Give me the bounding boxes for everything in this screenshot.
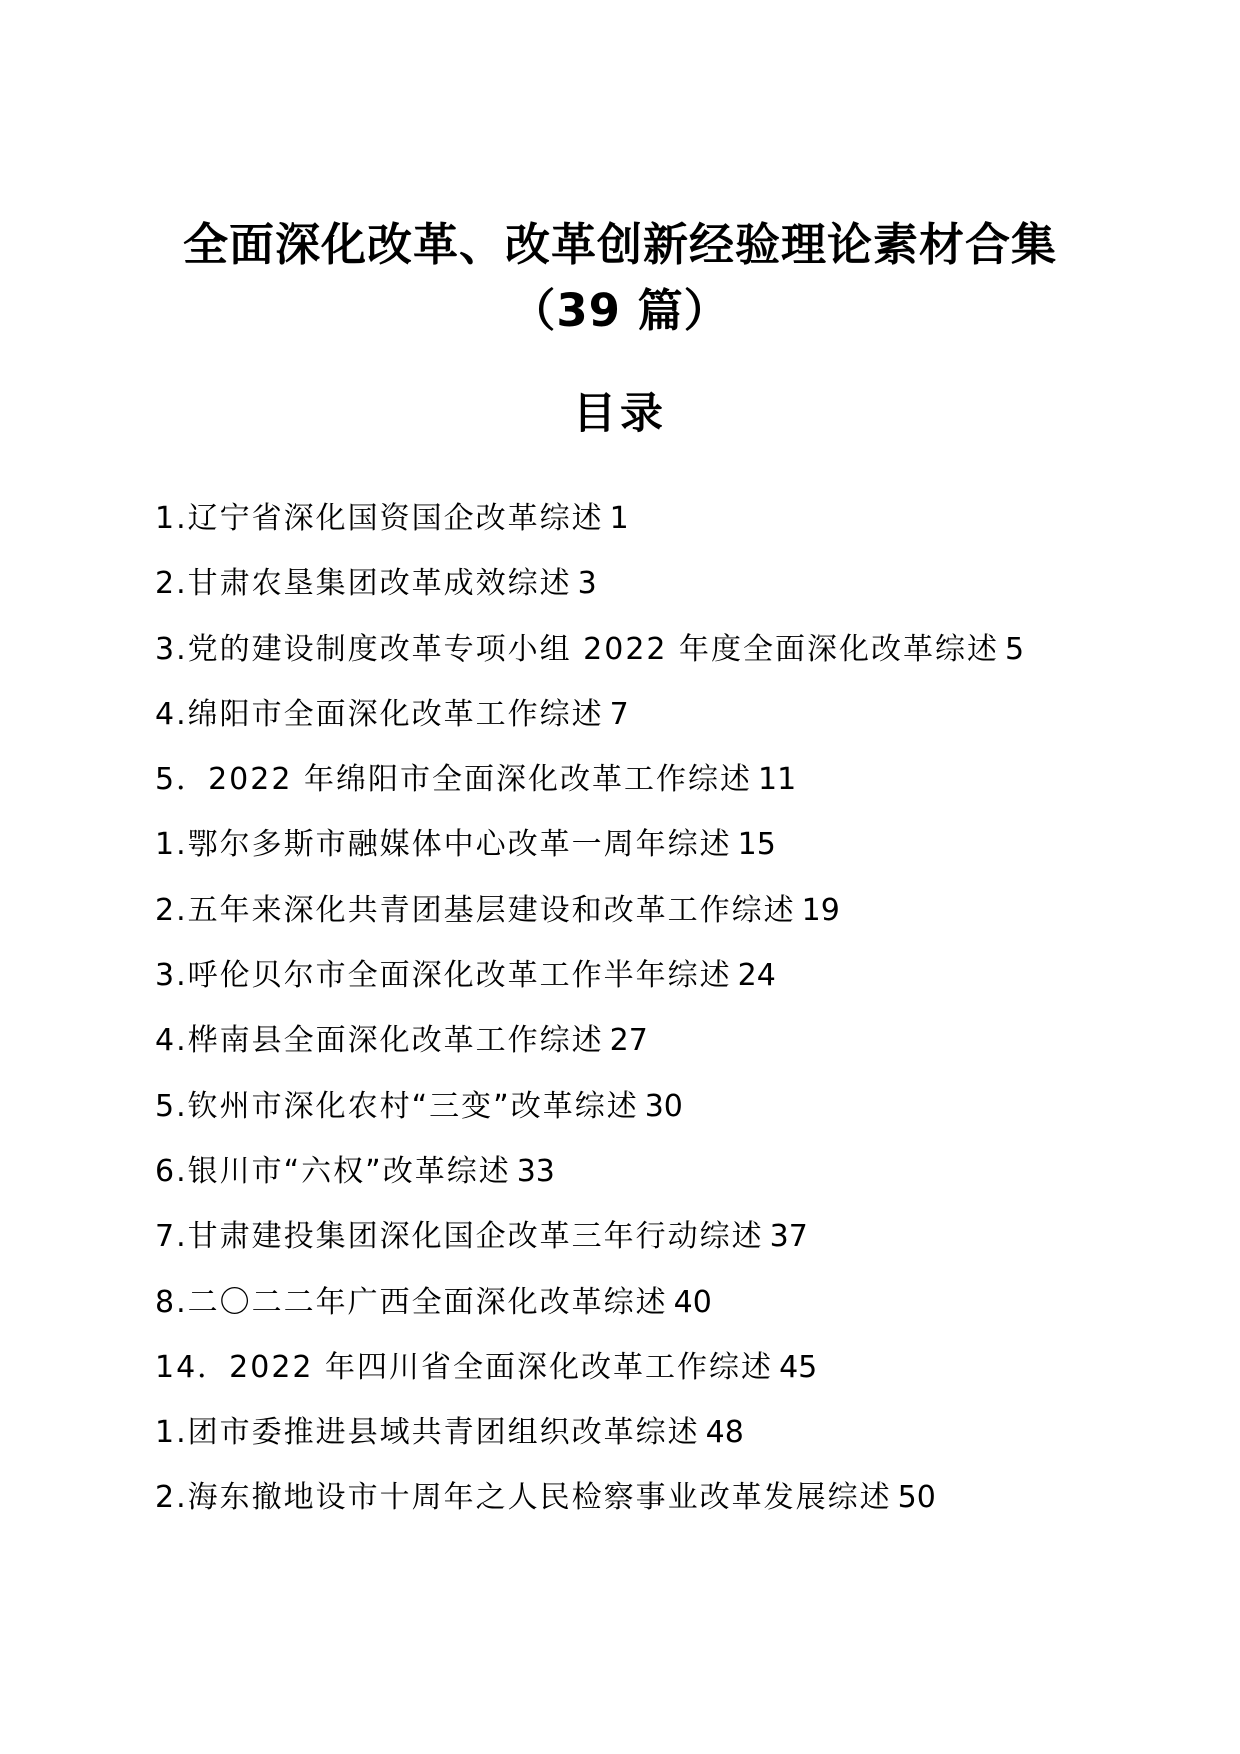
toc-item-page-number: 24 — [737, 958, 776, 994]
toc-item-title: 8.二〇二二年广西全面深化改革综述 — [155, 1284, 668, 1320]
toc-item-title: 2.五年来深化共青团基层建设和改革工作综述 — [155, 892, 796, 928]
toc-item-page-number: 1 — [609, 501, 629, 536]
toc-item[interactable] — [155, 1465, 1155, 1530]
toc-item-title: 6.银川市“六权”改革综述 — [155, 1153, 511, 1189]
toc-item-page-number: 19 — [801, 892, 840, 928]
toc-item-title: 5．2022 年绵阳市全面深化改革工作综述 — [155, 762, 752, 798]
toc-item-title: 3.党的建设制度改革专项小组 2022 年度全面深化改革综述 — [155, 631, 1000, 667]
toc-item[interactable] — [155, 551, 1155, 616]
toc-item[interactable] — [155, 682, 1155, 747]
toc-item-page-number: 37 — [769, 1219, 808, 1255]
title-line-2: （39 篇） — [510, 284, 730, 337]
toc-item-page-number: 33 — [516, 1153, 555, 1189]
toc-item-title: 7.甘肃建投集团深化国企改革三年行动综述 — [155, 1219, 764, 1255]
toc-item[interactable] — [155, 1204, 1155, 1269]
toc-item-title: 2.甘肃农垦集团改革成效综述 — [155, 566, 572, 602]
toc-item-page-number: 11 — [757, 762, 797, 798]
table-of-contents — [155, 486, 1155, 1531]
toc-item-page-number: 48 — [705, 1415, 744, 1451]
toc-item-title: 2.海东撤地设市十周年之人民检察事业改革发展综述 — [155, 1480, 892, 1516]
toc-item-title: 5.钦州市深化农村“三变”改革综述 — [155, 1088, 639, 1124]
toc-item[interactable] — [155, 617, 1155, 682]
toc-item[interactable] — [155, 1270, 1155, 1335]
toc-item-page-number: 3 — [577, 566, 597, 602]
title-line-1: 全面深化改革、改革创新经验理论素材合集 — [182, 218, 1057, 271]
toc-item[interactable] — [155, 1400, 1155, 1465]
toc-item[interactable] — [155, 1008, 1155, 1073]
toc-item-page-number: 15 — [737, 827, 776, 863]
toc-item-title: 1.团市委推进县域共青团组织改革综述 — [155, 1415, 700, 1451]
toc-item-page-number: 50 — [897, 1480, 936, 1516]
toc-item[interactable] — [155, 1335, 1155, 1400]
toc-item-title: 1.辽宁省深化国资国企改革综述 — [155, 501, 604, 536]
toc-item-title: 4.桦南县全面深化改革工作综述 — [155, 1023, 604, 1059]
toc-item-page-number: 7 — [609, 696, 629, 732]
toc-item[interactable] — [155, 943, 1155, 1008]
toc-item[interactable] — [155, 747, 1155, 812]
toc-item[interactable] — [155, 1139, 1155, 1204]
toc-item-title: 1.鄂尔多斯市融媒体中心改革一周年综述 — [155, 827, 732, 863]
toc-item[interactable] — [155, 486, 1155, 551]
document-title — [0, 212, 1240, 344]
toc-item-page-number: 30 — [644, 1088, 683, 1124]
toc-item-title: 14．2022 年四川省全面深化改革工作综述 — [155, 1349, 774, 1385]
toc-item[interactable] — [155, 812, 1155, 877]
toc-item-page-number: 27 — [609, 1023, 648, 1059]
toc-item[interactable] — [155, 1074, 1155, 1139]
toc-item-page-number: 45 — [779, 1349, 818, 1385]
toc-item[interactable] — [155, 878, 1155, 943]
toc-item-page-number: 5 — [1005, 631, 1025, 667]
toc-item-title: 3.呼伦贝尔市全面深化改革工作半年综述 — [155, 958, 732, 994]
toc-item-page-number: 40 — [673, 1284, 712, 1320]
toc-item-title: 4.绵阳市全面深化改革工作综述 — [155, 696, 604, 732]
toc-heading: 目录 — [573, 389, 667, 439]
